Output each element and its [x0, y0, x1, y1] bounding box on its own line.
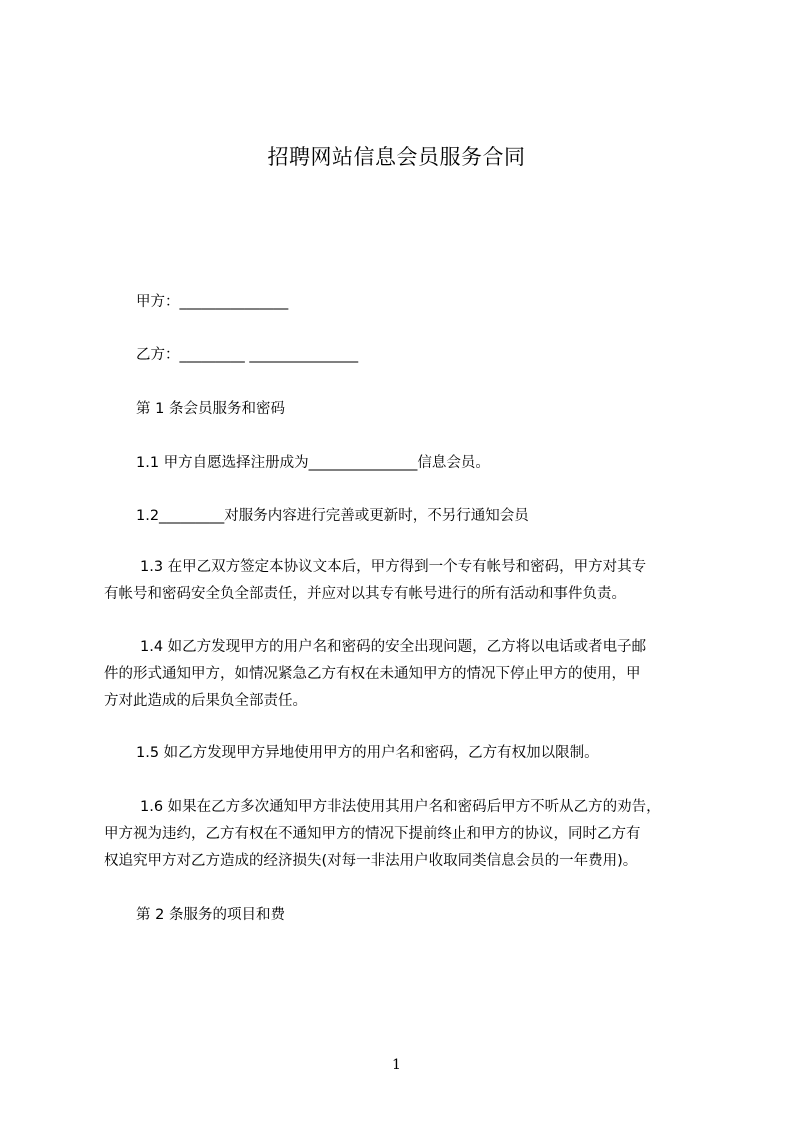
clause-1-4-line-1: 1.4 如乙方发现甲方的用户名和密码的安全出现问题，乙方将以电话或者电子邮 [140, 639, 647, 655]
clause-1-4-line-3: 方对此造成的后果负全部责任。 [104, 693, 307, 709]
clause-1-6-line-3: 权追究甲方对乙方造成的经济损失(对每一非法用户收取同类信息会员的一年费用)。 [104, 853, 638, 869]
clause-1-6-line-1: 1.6 如果在乙方多次通知甲方非法使用其用户名和密码后甲方不听从乙方的劝告， [140, 799, 661, 815]
section-1-heading: 第 1 条会员服务和密码 [136, 401, 285, 417]
clause-1-4 [104, 634, 704, 715]
clause-1-1: 1.1 甲方自愿选择注册成为_______________信息会员。 [136, 455, 490, 471]
document-title: 招聘网站信息会员服务合同 [267, 145, 526, 169]
clause-1-3-line-1: 1.3 在甲乙双方签定本协议文本后，甲方得到一个专有帐号和密码，甲方对其专 [140, 559, 647, 575]
clause-1-3-line-2: 有帐号和密码安全负全部责任，并应对以其专有帐号进行的所有活动和事件负责。 [104, 586, 626, 602]
party-b-line: 乙方：_________ _______________ [136, 347, 359, 363]
clause-1-5: 1.5 如乙方发现甲方异地使用甲方的用户名和密码，乙方有权加以限制。 [136, 745, 599, 761]
clause-1-2: 1.2_________对服务内容进行完善或更新时，不另行通知会员 [136, 508, 529, 524]
clause-1-6-line-2: 甲方视为违约，乙方有权在不通知甲方的情况下提前终止和甲方的协议，同时乙方有 [104, 826, 641, 842]
clause-1-3 [104, 554, 704, 608]
party-a-line: 甲方：_______________ [136, 294, 289, 310]
page-number: 1 [392, 1057, 401, 1073]
clause-1-6 [104, 794, 704, 875]
clause-1-4-line-2: 件的形式通知甲方，如情况紧急乙方有权在未通知甲方的情况下停止甲方的使用，甲 [104, 666, 641, 682]
section-2-heading: 第 2 条服务的项目和费 [136, 907, 285, 923]
